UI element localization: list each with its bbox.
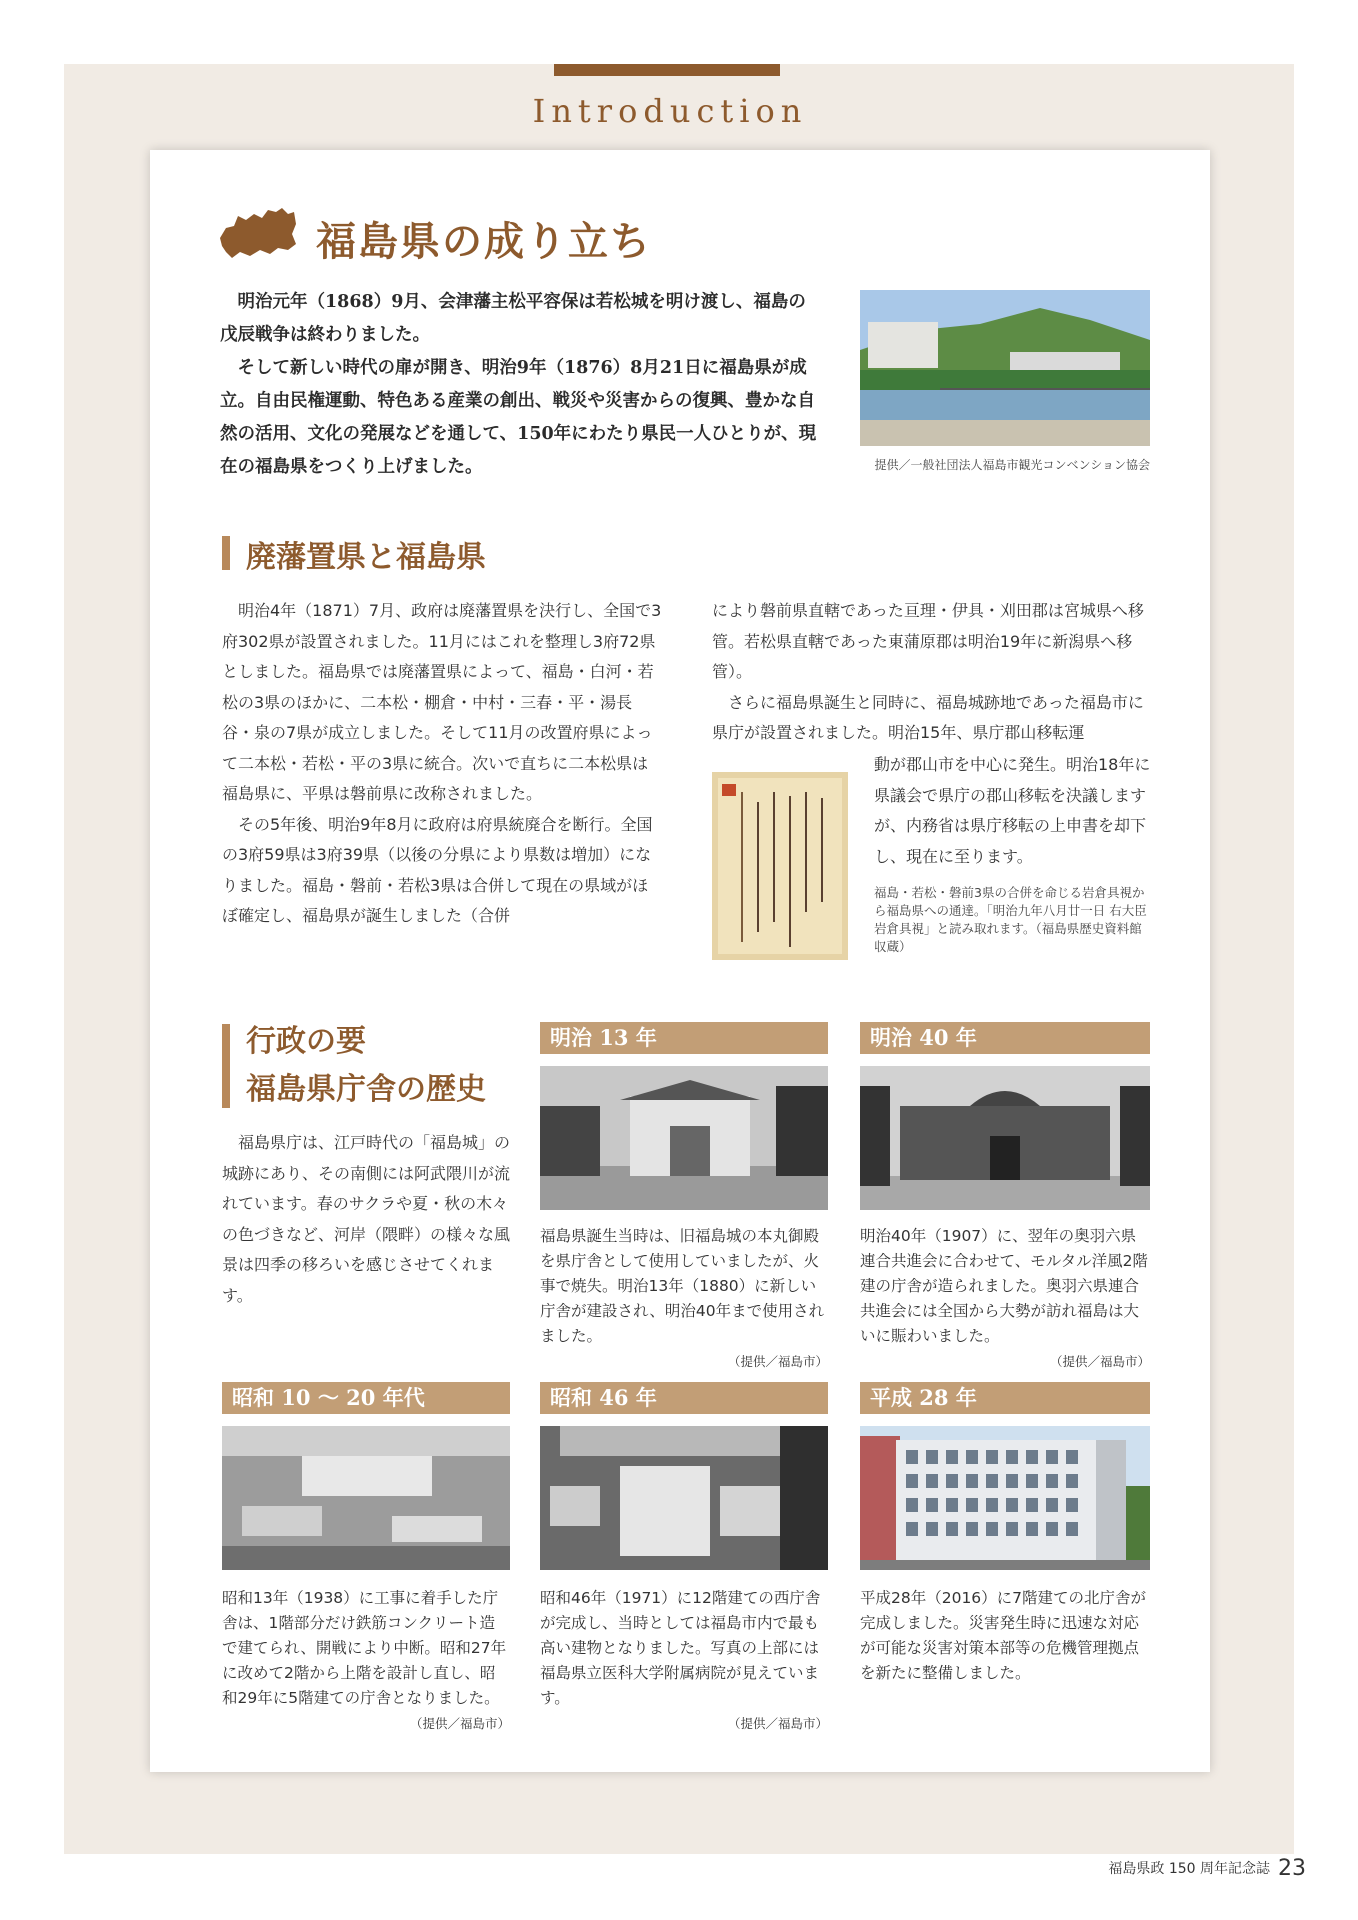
era-text-heisei28: 平成28年（2016）に7階建ての北庁舎が完成しました。災害発生時に迅速な対応が可能な災害対策本部等の危機管理拠点を新たに整備しました。 — [860, 1589, 1147, 1682]
section-label: Introduction — [532, 92, 808, 130]
historic-document-image — [712, 772, 848, 960]
haihan-p2: その5年後、明治9年8月に政府は府県統廃合を断行。全国の3府59県は3府39県（以後の分県により県数は増加）になりました。福島・磐前・若松3県は合併して現在の県域がほぼ確定し、福島県が誕生しました（合併 — [222, 814, 653, 925]
photo-showa10-20 — [222, 1426, 510, 1570]
photo-meiji40 — [860, 1066, 1150, 1210]
gyosei-title — [246, 1018, 486, 1114]
gyosei-body — [222, 1128, 512, 1311]
era-source-meiji13: （提供／福島市） — [727, 1354, 828, 1369]
fukushima-city-photo — [860, 290, 1150, 446]
haihan-p4a: さらに福島県誕生と同時に、福島城跡地であった福島市に県庁が設置されました。明治15年、県庁郡山移転運 — [712, 692, 1144, 742]
photo-meiji13 — [540, 1066, 828, 1210]
era-text-meiji40: 明治40年（1907）に、翌年の奥羽六県連合共進会に合わせて、モルタル洋風2階建の庁舎が造られました。奥羽六県連合共進会には全国から大勢が訪れ福島は大いに賑わいました。 — [860, 1227, 1148, 1345]
haihan-column-right — [712, 596, 1152, 749]
era-caption-meiji13 — [540, 1224, 828, 1374]
era-label-heisei28: 平成 28 年 — [860, 1382, 1150, 1414]
photo-showa46 — [540, 1426, 828, 1570]
doc-caption: 福島・若松・磐前3県の合併を命じる岩倉具視から福島県への通達。「明治九年八月廿一日 右大臣岩倉具視」と読み取れます。（福島県歴史資料館収蔵） — [874, 885, 1147, 954]
era-label-showa46: 昭和 46 年 — [540, 1382, 828, 1414]
page-number: 23 — [1278, 1856, 1306, 1881]
footer-title: 福島県政 150 周年記念誌 — [1108, 1861, 1270, 1877]
era-text-showa10-20: 昭和13年（1938）に工事に着手した庁舎は、1階部分だけ鉄筋コンクリート造で建てられ、開戦により中断。昭和27年に改めて2階から上階を設計し直し、昭和29年に5階建ての庁舎となりました。 — [222, 1589, 507, 1707]
haihan-title: 廃藩置県と福島県 — [246, 540, 486, 575]
era-source-meiji40: （提供／福島市） — [1049, 1354, 1150, 1369]
era-label-showa10-20: 昭和 10 ～ 20 年代 — [222, 1382, 510, 1414]
intro-photo-credit: 提供／一般社団法人福島市観光コンベンション協会 — [874, 458, 1150, 472]
era-caption-showa10-20 — [222, 1586, 510, 1736]
intro-lead — [220, 286, 820, 484]
intro-lead-p1: 明治元年（1868）9月、会津藩主松平容保は若松城を明け渡し、福島の戊辰戦争は終わりました。 — [220, 292, 806, 345]
era-caption-heisei28 — [860, 1586, 1150, 1686]
era-label-meiji40: 明治 40 年 — [860, 1022, 1150, 1054]
haihan-p1: 明治4年（1871）7月、政府は廃藩置県を決行し、全国で3府302県が設置されました。11月にはこれを整理し3府72県としました。福島県では廃藩置県によって、福島・白河・若松の3県のほかに、二本松・棚倉・中村・三春・平・湯長谷・泉の7県が成立しました。そして11月の改置府県によって二本松・若松・平の3県に統合。次いで直ちに二本松県は福島県に、平県は磐前県に改称されました。 — [222, 601, 662, 803]
gyosei-title-bar — [222, 1024, 230, 1108]
gyosei-title-line1: 行政の要 — [246, 1024, 366, 1059]
photo-heisei28 — [860, 1426, 1150, 1570]
page-footer — [1108, 1856, 1306, 1881]
haihan-column-right-wrap — [874, 750, 1152, 872]
era-source-showa10-20: （提供／福島市） — [409, 1716, 510, 1731]
haihan-title-bar — [222, 536, 230, 570]
intro-lead-p2: そして新しい時代の扉が開き、明治9年（1876）8月21日に福島県が成立。自由民権運動、特色ある産業の創出、戦災や災害からの復興、豊かな自然の活用、文化の発展などを通して、150年にわたり県民一人ひとりが、現在の福島県をつくり上げました。 — [220, 358, 817, 477]
haihan-p4b: 動が郡山市を中心に発生。明治18年に県議会で県庁の郡山移転を決議しますが、内務省は県庁移転の上申書を却下し、現在に至ります。 — [874, 755, 1151, 866]
intro-title: 福島県の成り立ち — [316, 218, 652, 265]
era-caption-meiji40 — [860, 1224, 1150, 1374]
haihan-p3: により磐前県直轄であった亘理・伊具・刈田郡は宮城県へ移管。若松県直轄であった東蒲原郡は明治19年に新潟県へ移管）。 — [712, 601, 1144, 681]
gyosei-title-line2: 福島県庁舎の歴史 — [246, 1072, 486, 1107]
era-text-showa46: 昭和46年（1971）に12階建ての西庁舎が完成し、当時としては福島市内で最も高い建物となりました。写真の上部には福島県立医科大学附属病院が見えています。 — [540, 1589, 821, 1707]
header-accent-bar — [554, 64, 780, 76]
era-source-showa46: （提供／福島市） — [727, 1716, 828, 1731]
haihan-column-left — [222, 596, 662, 932]
fukushima-map-icon — [216, 204, 300, 264]
era-label-meiji13: 明治 13 年 — [540, 1022, 828, 1054]
era-caption-showa46 — [540, 1586, 828, 1736]
era-text-meiji13: 福島県誕生当時は、旧福島城の本丸御殿を県庁舎として使用していましたが、火事で焼失。明治13年（1880）に新しい庁舎が建設され、明治40年まで使用されました。 — [540, 1227, 825, 1345]
gyosei-body-text: 福島県庁は、江戸時代の「福島城」の城跡にあり、その南側には阿武隈川が流れています。春のサクラや夏・秋の木々の色づきなど、河岸（隈畔）の様々な風景は四季の移ろいを感じさせてくれます。 — [222, 1133, 511, 1305]
